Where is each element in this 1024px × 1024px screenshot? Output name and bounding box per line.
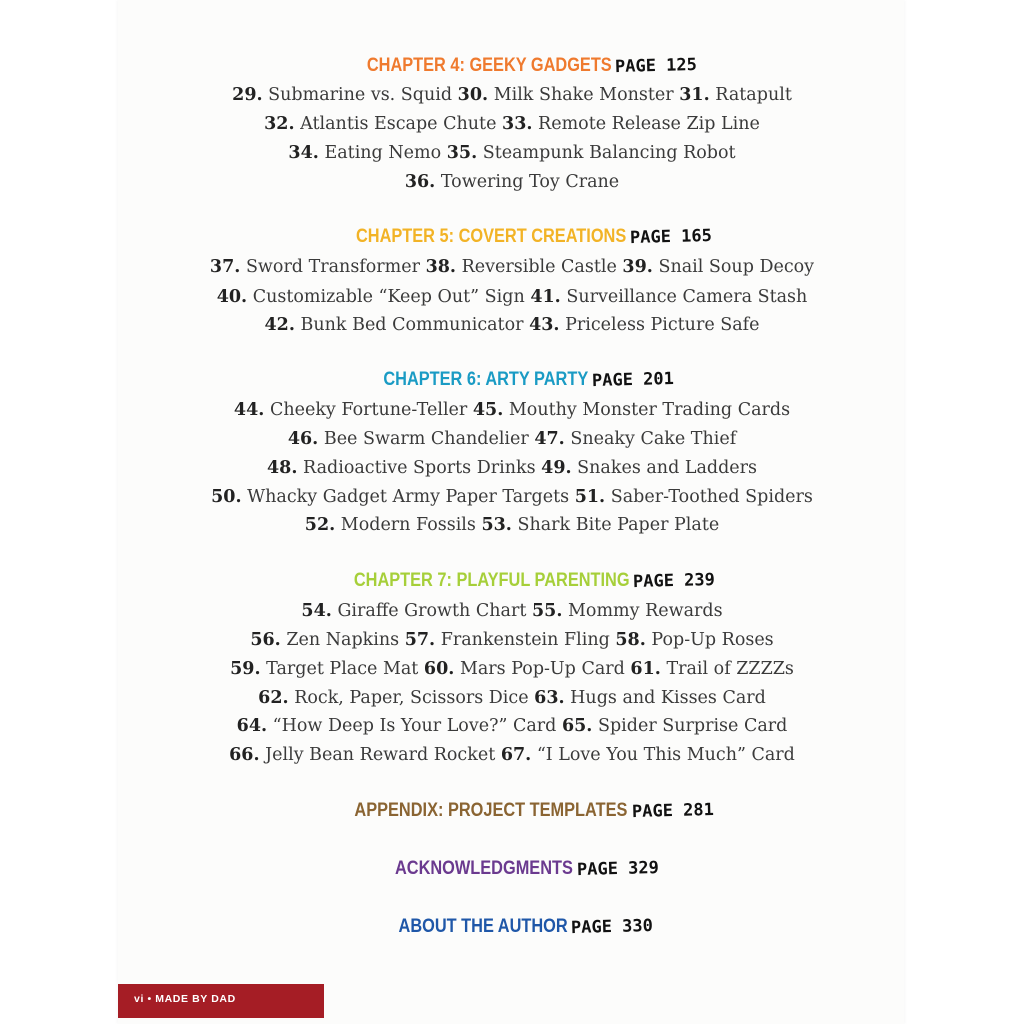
project-title: Ratapult: [715, 85, 792, 105]
project-number: 63.: [534, 688, 565, 708]
project-number: 42.: [264, 315, 295, 335]
section-page-label: PAGE 125: [615, 54, 698, 78]
toc-line: [0, 111, 1024, 137]
project-title: Whacky Gadget Army Paper Targets: [247, 487, 570, 507]
project-title: Snail Soup Decoy: [658, 257, 815, 277]
project-number: 48.: [266, 458, 298, 478]
project-title: Hugs and Kisses Card: [570, 688, 766, 708]
project-number: 51.: [574, 487, 606, 507]
toc-line: [0, 484, 1024, 510]
project-title: Zen Napkins: [286, 630, 400, 650]
project-number: 38.: [425, 257, 457, 277]
project-title: Towering Toy Crane: [440, 172, 620, 192]
project-title: Sword Transformer: [245, 257, 420, 277]
toc-line: [0, 742, 1024, 768]
toc-line: [0, 426, 1024, 452]
project-number: 30.: [457, 85, 489, 105]
project-title: “I Love You This Much” Card: [536, 745, 795, 765]
toc-line: [0, 254, 1024, 280]
toc-line: [0, 656, 1024, 682]
section-heading: [0, 225, 1024, 250]
project-title: Modern Fossils: [340, 515, 476, 535]
project-title: Steampunk Balancing Robot: [482, 143, 736, 163]
project-title: Customizable “Keep Out” Sign: [252, 287, 525, 307]
project-title: “How Deep Is Your Love?” Card: [272, 716, 557, 736]
project-number: 60.: [423, 659, 455, 679]
project-title: Reversible Castle: [461, 257, 617, 277]
footer-folio: vi • MADE BY DAD: [134, 993, 236, 1005]
project-number: 36.: [404, 172, 436, 192]
project-number: 56.: [250, 630, 281, 650]
project-title: Sneaky Cake Thief: [570, 429, 737, 449]
project-number: 50.: [211, 487, 242, 507]
toc-line: [0, 512, 1024, 538]
section-title: APPENDIX: PROJECT TEMPLATES: [354, 800, 628, 821]
project-title: Radioactive Sports Drinks: [303, 458, 536, 478]
project-title: Spider Surprise Card: [597, 716, 788, 736]
section-title: ABOUT THE AUTHOR: [398, 916, 568, 937]
project-number: 29.: [232, 85, 263, 105]
toc-line: [0, 397, 1024, 423]
project-number: 64.: [236, 716, 268, 736]
project-number: 46.: [287, 429, 319, 449]
section-title: CHAPTER 6: ARTY PARTY: [383, 369, 589, 390]
project-title: Frankenstein Fling: [440, 630, 610, 650]
project-number: 34.: [288, 143, 319, 163]
project-number: 49.: [541, 458, 572, 478]
section-heading: [0, 799, 1024, 824]
toc-line: [0, 284, 1024, 310]
section-title: CHAPTER 4: GEEKY GADGETS: [366, 55, 612, 76]
section-heading: [0, 915, 1024, 940]
project-number: 67.: [500, 745, 532, 765]
project-number: 41.: [530, 287, 561, 307]
toc-line: [0, 82, 1024, 108]
project-title: Snakes and Ladders: [577, 458, 757, 478]
project-title: Eating Nemo: [324, 143, 442, 163]
section-heading: [0, 857, 1024, 882]
project-title: Target Place Mat: [266, 659, 419, 679]
project-title: Rock, Paper, Scissors Dice: [294, 688, 529, 708]
project-title: Trail of ZZZZs: [666, 659, 794, 679]
project-title: Remote Release Zip Line: [538, 114, 760, 134]
project-title: Atlantis Escape Chute: [300, 114, 497, 134]
project-title: Mouthy Monster Trading Cards: [508, 400, 791, 420]
section-heading: [0, 569, 1024, 594]
project-title: Shark Bite Paper Plate: [517, 515, 720, 535]
project-title: Mommy Rewards: [568, 601, 723, 621]
section-page-label: PAGE 281: [631, 799, 714, 823]
project-number: 54.: [301, 601, 332, 621]
section-page-label: PAGE 329: [576, 857, 659, 881]
project-number: 66.: [229, 745, 260, 765]
section-title: CHAPTER 5: COVERT CREATIONS: [355, 226, 627, 247]
project-number: 32.: [264, 114, 295, 134]
toc-line: [0, 455, 1024, 481]
toc-line: [0, 312, 1024, 338]
project-title: Submarine vs. Squid: [268, 85, 453, 105]
project-number: 65.: [561, 716, 593, 736]
project-number: 57.: [404, 630, 436, 650]
project-number: 33.: [502, 114, 533, 134]
project-title: Jelly Bean Reward Rocket: [265, 745, 496, 765]
section-heading: [0, 54, 1024, 79]
project-title: Priceless Picture Safe: [565, 315, 760, 335]
toc-line: [0, 685, 1024, 711]
project-number: 62.: [258, 688, 289, 708]
project-number: 39.: [622, 257, 653, 277]
section-page-label: PAGE 239: [633, 569, 716, 593]
toc-line: [0, 598, 1024, 624]
project-number: 44.: [233, 400, 265, 420]
project-title: Bee Swarm Chandelier: [323, 429, 529, 449]
project-number: 55.: [531, 601, 563, 621]
project-title: Saber-Toothed Spiders: [610, 487, 813, 507]
project-number: 59.: [230, 659, 261, 679]
section-page-label: PAGE 201: [591, 368, 675, 392]
project-title: Pop-Up Roses: [651, 630, 774, 650]
project-number: 52.: [304, 515, 336, 535]
section-title: ACKNOWLEDGMENTS: [394, 858, 573, 879]
project-title: Surveillance Camera Stash: [566, 287, 808, 307]
section-heading: [0, 368, 1024, 393]
project-number: 45.: [472, 400, 504, 420]
project-number: 58.: [615, 630, 646, 650]
project-title: Milk Shake Monster: [493, 85, 674, 105]
project-number: 37.: [209, 257, 241, 277]
project-number: 35.: [446, 143, 478, 163]
project-number: 31.: [679, 85, 710, 105]
project-title: Mars Pop-Up Card: [459, 659, 625, 679]
toc-line: [0, 169, 1024, 195]
project-number: 61.: [630, 659, 661, 679]
project-number: 40.: [216, 287, 248, 307]
toc-line: [0, 140, 1024, 166]
section-page-label: PAGE 330: [571, 915, 654, 939]
project-title: Bunk Bed Communicator: [300, 315, 524, 335]
project-number: 53.: [481, 515, 512, 535]
toc-line: [0, 627, 1024, 653]
toc-line: [0, 713, 1024, 739]
section-page-label: PAGE 165: [629, 225, 713, 249]
project-number: 43.: [529, 315, 560, 335]
project-title: Cheeky Fortune-Teller: [269, 400, 468, 420]
project-number: 47.: [534, 429, 565, 449]
section-title: CHAPTER 7: PLAYFUL PARENTING: [353, 570, 630, 591]
project-title: Giraffe Growth Chart: [337, 601, 527, 621]
